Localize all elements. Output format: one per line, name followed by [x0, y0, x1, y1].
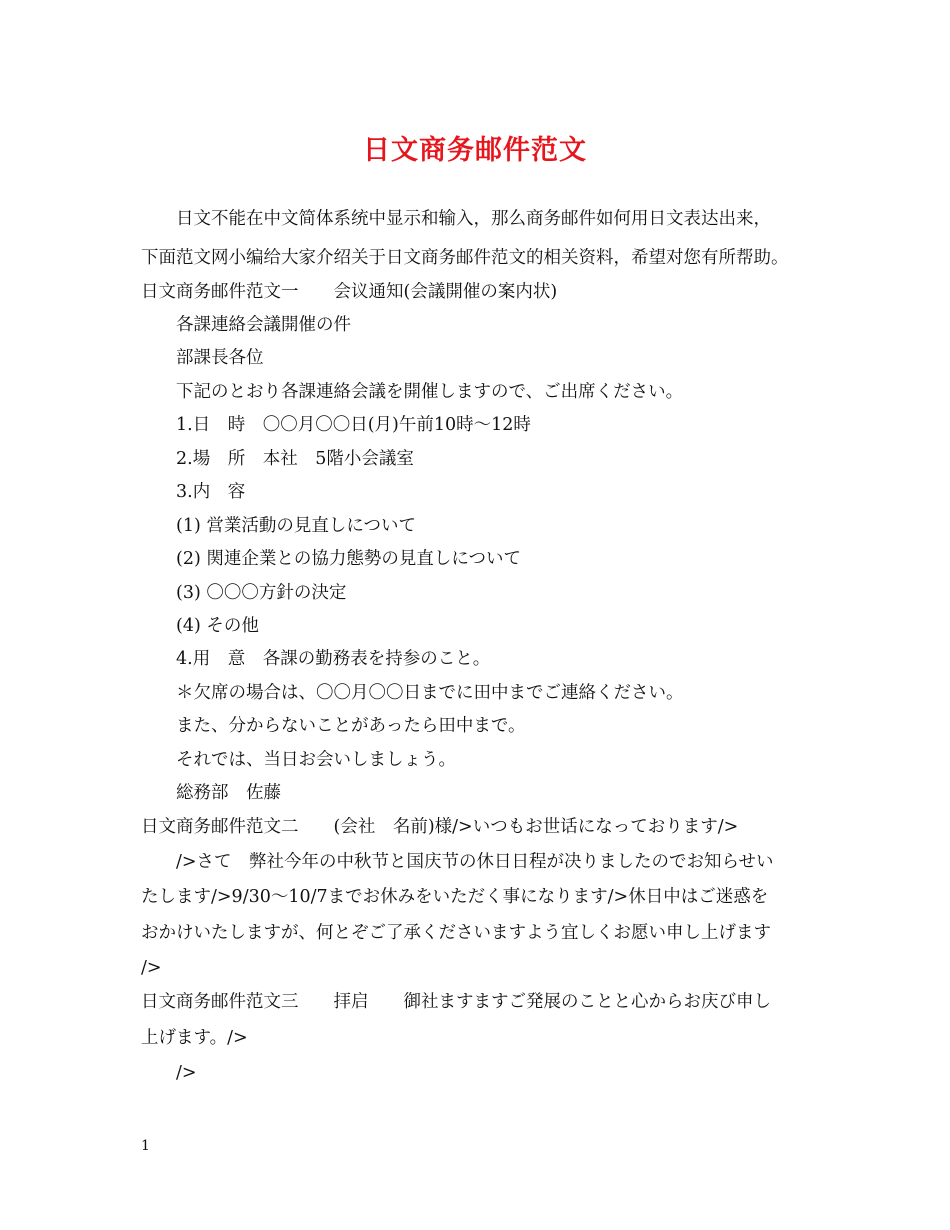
paragraph-line: 部課長各位 — [176, 348, 264, 368]
list-item: (2) 関連企業との協力態勢の見直しについて — [176, 549, 522, 569]
paragraph-line: /> — [176, 1063, 197, 1083]
list-item: 4.用 意 各課の勤務表を持参のこと。 — [176, 649, 491, 669]
paragraph-line: また、分からないことがあったら田中まで。 — [176, 716, 526, 736]
paragraph-line: ＊欠席の場合は、〇〇月〇〇日までに田中までご連絡ください。 — [176, 683, 684, 703]
section-heading: 日文商务邮件范文三 拝启 御社ますますご発展のことと心からお庆び申し — [141, 992, 771, 1012]
section-heading: 日文商务邮件范文一 会议通知(会議開催の案内状) — [141, 282, 558, 302]
paragraph-line: 日文不能在中文简体系统中显示和输入，那么商务邮件如何用日文表达出来， — [176, 209, 771, 229]
list-item: (3) 〇〇〇方針の決定 — [176, 583, 347, 603]
paragraph-line: 下面范文网小编给大家介绍关于日文商务邮件范文的相关资料，希望对您有所帮助。 — [141, 248, 789, 268]
page-number: 1 — [141, 1138, 150, 1154]
paragraph-line: たします/>9/30～10/7までお休みをいただく事になります/>休日中はご迷惑を — [141, 887, 769, 907]
paragraph-line: 上げます。/> — [141, 1028, 248, 1048]
paragraph-line: />さて 弊社今年の中秋节と国庆节の休日日程が决りましたのでお知らせい — [176, 852, 774, 872]
list-item: 1.日 時 〇〇月〇〇日(月)午前10時～12時 — [176, 415, 531, 435]
paragraph-line: それでは、当日お会いしましょう。 — [176, 750, 456, 770]
list-item: 2.場 所 本社 5階小会議室 — [176, 449, 414, 469]
paragraph-line: /> — [141, 958, 162, 978]
paragraph-line: 各課連絡会議開催の件 — [176, 315, 351, 335]
list-item: 3.内 容 — [176, 482, 246, 502]
list-item: (1) 営業活動の見直しについて — [176, 516, 417, 536]
document-title: 日文商务邮件范文 — [363, 135, 587, 166]
section-heading: 日文商务邮件范文二 (会社 名前)様/>いつもお世话になっております/> — [141, 817, 739, 837]
paragraph-line: 下記のとおり各課連絡会議を開催しますので、ご出席ください。 — [176, 382, 684, 402]
signature-line: 総務部 佐藤 — [176, 783, 281, 803]
list-item: (4) その他 — [176, 616, 259, 636]
paragraph-line: おかけいたしますが、何とぞご了承くださいますよう宜しくお愿い申し上げます — [141, 923, 771, 943]
